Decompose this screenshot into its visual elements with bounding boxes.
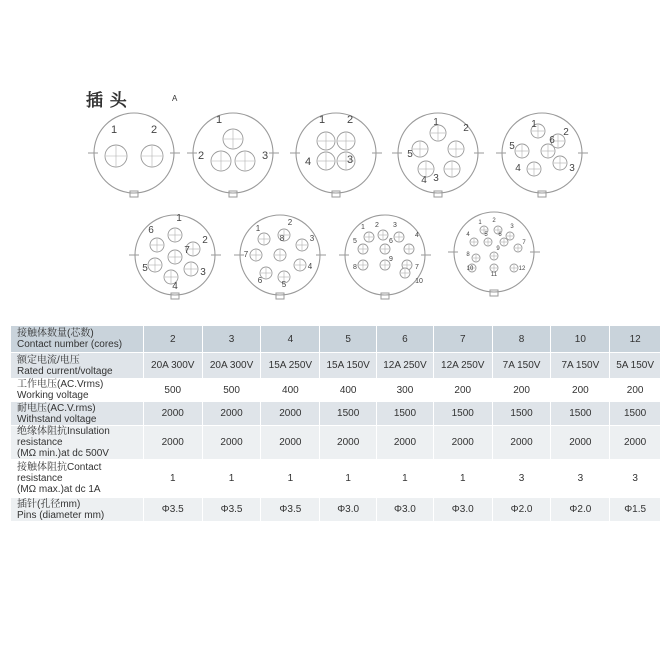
spec-label-secondary: Pins (diameter mm) <box>17 509 105 521</box>
pin-number-label: 5 <box>407 149 413 160</box>
spec-value: 2000 <box>492 426 551 460</box>
spec-value: Φ3.5 <box>202 498 261 522</box>
spec-value: 2000 <box>143 426 202 460</box>
spec-table <box>10 325 661 522</box>
spec-value: 300 <box>377 379 434 402</box>
spec-value: Φ3.0 <box>320 498 377 522</box>
spec-value: 7 <box>433 326 492 353</box>
spec-row-label <box>11 353 144 379</box>
pin-number-label: 1 <box>531 119 537 130</box>
pin-number-label: 7 <box>243 250 249 259</box>
connector-diagram-2-core <box>88 113 180 197</box>
spec-value: 2000 <box>433 426 492 460</box>
spec-value: Φ2.0 <box>551 498 610 522</box>
pin-number-label: 6 <box>257 276 263 285</box>
spec-value: 8 <box>492 326 551 353</box>
pin-number-label: 7 <box>522 240 526 246</box>
spec-value: 15A 250V <box>261 353 320 379</box>
spec-label-primary: 插针(孔径mm) <box>17 498 81 510</box>
spec-row <box>11 353 661 379</box>
connector-outline <box>296 113 376 193</box>
spec-value: 2000 <box>261 426 320 460</box>
spec-value: 20A 300V <box>143 353 202 379</box>
spec-value: 200 <box>433 379 492 402</box>
pin-number-label: 8 <box>353 264 357 271</box>
pin-number-label: 5 <box>509 141 515 152</box>
pin-number-label: 4 <box>172 281 178 292</box>
connector-diagram-8-core <box>234 215 326 299</box>
spec-label-secondary: Working voltage <box>17 390 89 401</box>
spec-row-label <box>11 379 144 402</box>
spec-value: 1 <box>320 460 377 498</box>
pin-number-label: 5 <box>484 232 488 238</box>
spec-value: 2 <box>143 326 202 353</box>
key-notch <box>434 191 442 197</box>
pin-number-label: 4 <box>466 232 470 238</box>
connector-diagram-7-core <box>129 213 221 299</box>
key-notch <box>381 293 389 299</box>
key-notch <box>130 191 138 197</box>
spec-value: 1 <box>202 460 261 498</box>
connector-diagram-4-core <box>290 113 382 197</box>
pin-number-label: 1 <box>215 114 223 126</box>
pin-number-label: 1 <box>478 220 482 226</box>
pin-number-label: 1 <box>433 117 439 128</box>
spec-value: 12A 250V <box>433 353 492 379</box>
spec-row <box>11 460 661 498</box>
spec-label-secondary: Withstand voltage <box>17 413 97 425</box>
pin-number-label: 1 <box>318 114 326 126</box>
spec-row-label <box>11 326 144 353</box>
pin-number-label: 3 <box>510 224 514 230</box>
spec-value: 200 <box>610 379 661 402</box>
spec-value: 3 <box>202 326 261 353</box>
spec-value: 500 <box>202 379 261 402</box>
spec-value: 2000 <box>202 426 261 460</box>
spec-value: 4 <box>261 326 320 353</box>
connector-diagram-10-core <box>339 215 431 299</box>
pin-number-label: 7 <box>415 264 419 271</box>
connector-diagrams <box>0 0 665 310</box>
connector-diagram-3-core <box>187 113 279 197</box>
spec-row <box>11 402 661 426</box>
spec-value: 400 <box>320 379 377 402</box>
spec-value: 2000 <box>202 402 261 426</box>
spec-row-label <box>11 402 144 426</box>
pin-number-label: 3 <box>309 234 315 243</box>
spec-row <box>11 498 661 522</box>
pin-number-label: 3 <box>346 154 354 166</box>
pin-number-label: 2 <box>150 124 158 136</box>
pin-layout-diagrams <box>0 0 665 310</box>
spec-row-label <box>11 498 144 522</box>
pin-number-label: 6 <box>389 238 393 245</box>
spec-value: 200 <box>492 379 551 402</box>
spec-value: 1500 <box>320 402 377 426</box>
spec-value: 500 <box>143 379 202 402</box>
spec-label-secondary: (MΩ max.)at dc 1A <box>17 484 101 495</box>
pin-number-label: 4 <box>515 163 521 174</box>
pin-number-label: 2 <box>346 114 354 126</box>
pin-number-label: 9 <box>389 256 393 263</box>
spec-value: 15A 150V <box>320 353 377 379</box>
spec-label-secondary: Contact number (cores) <box>17 339 123 350</box>
spec-value: 1500 <box>433 402 492 426</box>
spec-row-label <box>11 426 144 460</box>
spec-value: 1500 <box>610 402 661 426</box>
connector-diagram-12-core <box>448 212 540 296</box>
pin-number-label: 7 <box>184 245 190 256</box>
spec-value: Φ1.5 <box>610 498 661 522</box>
spec-value: 2000 <box>377 426 434 460</box>
pin-number-label: 3 <box>569 163 575 174</box>
pin-number-label: 9 <box>496 246 500 252</box>
spec-value: 6 <box>377 326 434 353</box>
heading-mark: 插 头 <box>86 91 128 110</box>
pin-number-label: 12 <box>518 266 526 272</box>
spec-row <box>11 426 661 460</box>
pin-number-label: 1 <box>176 213 182 224</box>
spec-label-primary: 工作电压(AC.Vrms) <box>17 379 104 390</box>
pin-number-label: 1 <box>361 224 365 231</box>
pin-number-label: 1 <box>255 224 261 233</box>
spec-value: 5 <box>320 326 377 353</box>
pin-number-label: 2 <box>197 150 205 162</box>
spec-row <box>11 379 661 402</box>
spec-value: 1500 <box>492 402 551 426</box>
spec-label-primary: 绝缘体阻抗Insulation resistance <box>17 426 110 448</box>
pin-number-label: 4 <box>307 262 313 271</box>
pin-number-label: 3 <box>200 267 206 278</box>
pin-number-label: 2 <box>287 218 293 227</box>
pin-number-label: 4 <box>304 156 312 168</box>
spec-value: 2000 <box>320 426 377 460</box>
spec-label-primary: 接触体数量(芯数) <box>17 328 94 339</box>
spec-value: 7A 150V <box>551 353 610 379</box>
spec-label-secondary: Rated current/voltage <box>17 365 113 377</box>
pin-number-label: 10 <box>466 266 474 272</box>
spec-label-primary: 耐电压(AC.V.rms) <box>17 402 96 414</box>
spec-value: 7A 150V <box>492 353 551 379</box>
pin-number-label: 1 <box>110 124 118 136</box>
pin-number-label: 4 <box>421 175 427 186</box>
spec-value: 12 <box>610 326 661 353</box>
spec-label-primary: 接触体阻抗Contact resistance <box>17 462 102 484</box>
spec-value: 1500 <box>377 402 434 426</box>
spec-value: 1 <box>143 460 202 498</box>
pin-number-label: 2 <box>375 222 379 229</box>
spec-row-label <box>11 460 144 498</box>
spec-value: 400 <box>261 379 320 402</box>
pin-number-label: 6 <box>148 225 154 236</box>
key-notch <box>229 191 237 197</box>
connector-diagram-6-core <box>496 113 588 197</box>
pin-number-label: 4 <box>415 232 419 239</box>
spec-value: 10 <box>551 326 610 353</box>
spec-value: 2000 <box>143 402 202 426</box>
pin-number-label: 3 <box>393 222 397 229</box>
key-notch <box>538 191 546 197</box>
spec-value: Φ3.5 <box>261 498 320 522</box>
spec-value: 5A 150V <box>610 353 661 379</box>
spec-value: 3 <box>551 460 610 498</box>
key-notch <box>276 293 284 299</box>
spec-value: Φ3.5 <box>143 498 202 522</box>
spec-value: 2000 <box>610 426 661 460</box>
pin-number-label: 6 <box>549 135 555 146</box>
pin-number-label: 2 <box>202 235 208 246</box>
spec-value: 2000 <box>551 426 610 460</box>
pin-number-label: 5 <box>353 238 357 245</box>
spec-value: 200 <box>551 379 610 402</box>
spec-row <box>11 326 661 353</box>
key-notch <box>332 191 340 197</box>
spec-value: 3 <box>492 460 551 498</box>
spec-value: 2000 <box>261 402 320 426</box>
pin-number-label: 8 <box>279 234 285 243</box>
pin-number-label: 3 <box>433 173 439 184</box>
pin-number-label: 6 <box>498 232 502 238</box>
spec-value: 20A 300V <box>202 353 261 379</box>
pin-number-label: 10 <box>415 278 423 285</box>
key-notch <box>490 290 498 296</box>
pin-number-label: 11 <box>490 272 498 278</box>
pin-number-label: 5 <box>142 263 148 274</box>
spec-value: 1 <box>261 460 320 498</box>
spec-value: 1500 <box>551 402 610 426</box>
spec-value: Φ3.0 <box>377 498 434 522</box>
heading-suffix: A <box>172 94 178 103</box>
spec-value: Φ2.0 <box>492 498 551 522</box>
pin-number-label: 3 <box>261 150 269 162</box>
key-notch <box>171 293 179 299</box>
spec-value: 1 <box>377 460 434 498</box>
pin-number-label: 2 <box>492 218 496 224</box>
spec-value: Φ3.0 <box>433 498 492 522</box>
spec-label-secondary: (MΩ min.)at dc 500V <box>17 448 109 459</box>
spec-value: 12A 250V <box>377 353 434 379</box>
pin-number-label: 5 <box>281 280 287 289</box>
pin-number-label: 8 <box>466 252 470 258</box>
connector-diagram-5-core <box>392 113 484 197</box>
pin-number-label: 2 <box>563 127 569 138</box>
spec-value: 3 <box>610 460 661 498</box>
spec-value: 1 <box>433 460 492 498</box>
spec-label-primary: 额定电流/电压 <box>17 354 80 366</box>
pin-number-label: 2 <box>463 123 469 134</box>
connector-outline <box>345 215 425 295</box>
